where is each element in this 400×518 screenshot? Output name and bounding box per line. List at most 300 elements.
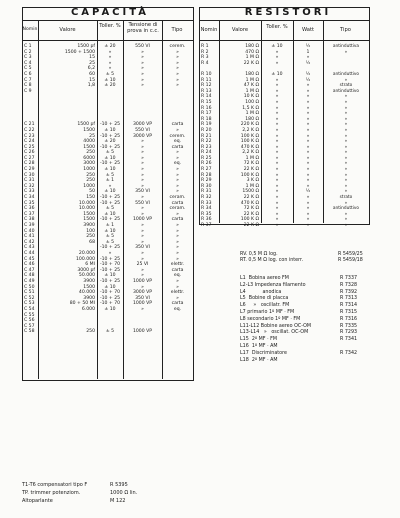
- cap-volt-cell: »: [141, 55, 144, 61]
- res-type-cell: antinduttiva: [332, 44, 360, 49]
- res-watt-cell: »: [306, 150, 310, 156]
- footer-row-text: Altoparlante: [22, 497, 53, 504]
- res-value-cell: 1 M Ω: [245, 155, 259, 161]
- footer-list: [22, 482, 162, 505]
- res-type-cell: »: [344, 217, 348, 223]
- cap-toll-cell: ± 10: [104, 189, 116, 195]
- cap-name-cell: C 41: [24, 234, 35, 240]
- res-toll-cell: »: [275, 133, 279, 139]
- cap-toll-cell: -10 + 70: [99, 301, 121, 307]
- cap-value-cell: 1500: [83, 217, 95, 223]
- res-value-cell: 1 M Ω: [245, 55, 259, 61]
- res-type-cell: »: [344, 167, 348, 173]
- res-header-watt: Watt: [301, 27, 315, 33]
- res-value-cell: 47 K Ω: [243, 83, 259, 89]
- coil-row-code: R 7337: [340, 276, 358, 281]
- res-type-cell: »: [344, 49, 348, 55]
- coil-row-code: R 7315: [340, 309, 358, 315]
- cap-name-cell: C 5: [24, 66, 32, 72]
- res-name-cell: R 31: [201, 189, 212, 195]
- cap-value-cell: 250: [86, 329, 95, 335]
- cap-toll-cell: ± 10: [104, 127, 116, 133]
- cap-toll-cell: -10 + 25: [99, 217, 121, 223]
- cap-name-cell: C 52: [24, 295, 35, 301]
- cap-volts-column: [124, 44, 161, 335]
- cap-volt-cell: »: [141, 155, 144, 161]
- cap-name-cell: C 26: [24, 150, 35, 156]
- res-type-cell: »: [344, 161, 348, 167]
- cap-type-cell: »: [176, 223, 179, 228]
- cap-toll-cell: -10 + 25: [99, 144, 121, 150]
- potentiometer-row-text: RT. 0,5 M Ω log. con interr.: [240, 257, 304, 263]
- res-watt-cell: »: [306, 183, 310, 189]
- cap-value-cell: 250: [86, 150, 95, 156]
- cap-volt-cell: »: [141, 150, 144, 156]
- res-watt-cell: »: [306, 195, 310, 201]
- res-header-nomin: Nomin: [200, 27, 218, 33]
- res-name-cell: R 17: [201, 111, 212, 117]
- cap-type-cell: »: [176, 172, 179, 178]
- res-type-cell: strato: [339, 83, 353, 89]
- resistori-title: RESISTORI: [244, 7, 332, 18]
- res-header-toller: Toller. %: [266, 24, 288, 30]
- cap-volt-cell: »: [141, 306, 144, 312]
- cap-value-cell: 250: [86, 178, 95, 184]
- res-value-cell: 22 K Ω: [243, 60, 259, 66]
- res-name-cell: R 33: [201, 200, 212, 206]
- res-name-cell: R 18: [201, 116, 212, 122]
- res-watt-cell: »: [306, 200, 310, 206]
- cap-toll-cell: ± 1: [105, 178, 115, 184]
- res-toll-cell: »: [275, 127, 279, 133]
- coil-row-text: L6 » oscillatr. FM: [240, 303, 290, 309]
- potentiometers-list: [240, 252, 368, 264]
- cap-value-cell: 10.000: [78, 200, 95, 206]
- res-type-cell: »: [344, 189, 348, 195]
- cap-value-cell: 6.000: [81, 306, 95, 312]
- cap-toll-cell: »: [108, 250, 112, 256]
- cap-volt-cell: 550 VI: [135, 127, 150, 133]
- cap-header-valore: Valore: [59, 27, 76, 33]
- res-name-cell: R 30: [201, 183, 212, 189]
- cap-type-cell: eq.: [173, 161, 182, 167]
- res-value-cell: 100 K Ω: [240, 133, 259, 139]
- cap-value-cell: 25: [89, 133, 95, 139]
- res-types-column: [324, 44, 368, 229]
- cap-value-cell: 6 MI: [85, 262, 95, 268]
- cap-volt-cell: »: [141, 267, 144, 273]
- cap-toll-cell: ± 10: [104, 167, 116, 173]
- cap-name-cell: C 44: [24, 250, 35, 256]
- res-name-cell: R 36: [201, 217, 212, 223]
- res-watt-cell: ½: [305, 189, 311, 195]
- cap-volt-cell: »: [141, 83, 144, 89]
- cap-volt-cell: »: [141, 172, 144, 178]
- cap-name-cell: C 58: [24, 329, 35, 335]
- cap-value-cell: 15: [89, 77, 95, 83]
- res-header-tipo: Tipo: [340, 27, 351, 33]
- res-name-cell: R 19: [201, 122, 212, 128]
- cap-header-divider: [22, 40, 193, 41]
- cap-type-cell: carta: [171, 217, 184, 223]
- cap-volt-cell: »: [141, 234, 144, 240]
- cap-name-cell: C 7: [24, 77, 32, 83]
- cap-header-tipo: Tipo: [171, 27, 183, 33]
- cap-type-cell: »: [176, 278, 179, 284]
- cap-toll-cell: -10 + 25: [99, 267, 121, 273]
- cap-type-cell: eq.: [173, 139, 182, 145]
- cap-value-cell: 1500: [83, 127, 95, 133]
- cap-value-cell: 3900: [83, 278, 95, 284]
- cap-type-cell: »: [176, 250, 179, 256]
- potentiometer-row-code: R 5459/18: [338, 257, 363, 263]
- cap-name-cell: C 2: [24, 49, 32, 55]
- res-name-cell: R 11: [201, 77, 212, 83]
- cap-toll-cell: -10 + 25: [99, 245, 121, 251]
- cap-toll-cell: ± 10: [104, 77, 116, 83]
- coils-list: [240, 276, 368, 364]
- cap-volt-cell: »: [141, 239, 144, 245]
- cap-name-cell: C 32: [24, 183, 35, 189]
- cap-name-cell: C 8: [24, 83, 32, 89]
- res-watt-cell: »: [306, 144, 310, 150]
- cap-type-cell: »: [176, 150, 179, 156]
- cap-volt-cell: »: [141, 206, 144, 212]
- cap-toll-cell: ± 10: [104, 306, 116, 312]
- cap-toll-cell: ± 10: [104, 155, 116, 161]
- footer-row-text: TP. trimmer potenziom.: [22, 489, 81, 496]
- res-name-cell: R 22: [201, 139, 212, 145]
- cap-header-nomin: Nomin: [22, 27, 38, 32]
- cap-value-cell: 3900: [83, 295, 95, 301]
- cap-name-cell: C 21: [24, 122, 35, 128]
- coil-row-text: L11-L12 Bobine aereo OC-OM: [240, 323, 311, 329]
- cap-name-cell: C 37: [24, 211, 35, 217]
- cap-toll-cell: -10 + 70: [99, 262, 121, 268]
- coil-row-text: L13-L14 » oscillat. OC-OM: [240, 330, 309, 336]
- res-value-cell: 2,2 K Ω: [242, 150, 259, 156]
- res-type-cell: »: [344, 99, 348, 105]
- cap-type-cell: »: [176, 49, 179, 55]
- cap-volt-cell: »: [141, 77, 144, 83]
- cap-toll-cell: ± 20: [104, 44, 116, 49]
- res-value-cell: 220 K Ω: [240, 122, 259, 128]
- coil-row-text: L5 Bobine di placca: [240, 296, 289, 302]
- res-type-cell: antinduttivo: [332, 206, 360, 212]
- res-watt-cell: ½: [305, 44, 311, 49]
- cap-value-cell: 50.000: [78, 273, 95, 279]
- cap-toll-cell: ± 5: [105, 206, 115, 212]
- cap-name-cell: C 29: [24, 167, 35, 173]
- cap-type-cell: »: [176, 189, 179, 195]
- coil-row: [240, 344, 368, 351]
- cap-toll-cell: ± 10: [104, 284, 116, 290]
- cap-name-cell: C 51: [24, 290, 35, 296]
- cap-name-cell: C 30: [24, 172, 35, 178]
- cap-toll-cell: ± 5: [105, 71, 115, 77]
- res-watt-cell: »: [306, 178, 310, 184]
- res-name-cell: R 16: [201, 105, 212, 111]
- cap-volt-cell: »: [141, 144, 144, 150]
- cap-toll-cell: ± 5: [105, 329, 115, 335]
- res-toll-cell: »: [275, 77, 279, 83]
- cap-name-cell: C 24: [24, 139, 35, 145]
- cap-values-column: [39, 44, 95, 335]
- cap-name-cell: C 6: [24, 71, 32, 77]
- cap-name-cell: C 45: [24, 256, 35, 262]
- cap-header-tensione: Tensione di prova in c.c.: [127, 22, 159, 34]
- res-toll-cell: »: [275, 139, 279, 145]
- cap-name-cell: C 33: [24, 189, 35, 195]
- cap-toll-cell: -10 + 25: [99, 278, 121, 284]
- cap-type-cell: »: [176, 167, 179, 173]
- cap-name-cell: C 40: [24, 228, 35, 234]
- res-name-cell: R 20: [201, 127, 212, 133]
- cap-name-cell: C 42: [24, 239, 35, 245]
- res-values-column: [221, 44, 259, 229]
- res-value-cell: 10 K Ω: [243, 94, 259, 100]
- cap-name-cell: C 39: [24, 223, 35, 228]
- cap-volt-cell: »: [141, 273, 144, 279]
- res-watt-cell: »: [306, 116, 310, 122]
- cap-type-cell: »: [176, 127, 179, 133]
- cap-volt-cell: 1000 VP: [132, 217, 153, 223]
- cap-volt-cell: »: [141, 211, 144, 217]
- cap-value-cell: 250: [86, 234, 95, 240]
- cap-type-cell: eq.: [173, 273, 182, 279]
- res-watt-cell: »: [306, 217, 310, 223]
- cap-value-cell: 20.000: [78, 250, 95, 256]
- res-value-cell: 22 K Ω: [243, 167, 259, 173]
- cap-type-cell: ceram.: [169, 206, 186, 212]
- res-value-cell: 3 K Ω: [246, 178, 259, 184]
- cap-type-cell: carta: [171, 200, 184, 206]
- res-watt-cell: »: [306, 211, 310, 217]
- cap-types-column: [163, 44, 192, 335]
- cap-volt-cell: 3000 VP: [132, 133, 153, 139]
- res-type-cell: antinduttivo: [332, 88, 360, 94]
- coil-row-text: L8 secondario 1º MF · FM: [240, 316, 301, 322]
- cap-name-cell: C 38: [24, 217, 35, 223]
- res-toll-cell: »: [275, 211, 279, 217]
- res-value-cell: 72 K Ω: [243, 161, 259, 167]
- cap-type-cell: carta: [171, 301, 184, 307]
- coil-row: [240, 303, 368, 310]
- cap-name-cell: C 54: [24, 306, 35, 312]
- cap-type-cell: »: [176, 66, 179, 72]
- res-name-cell: R 37: [201, 223, 212, 228]
- cap-type-cell: cerem.: [169, 44, 186, 49]
- res-toll-cell: »: [275, 105, 279, 111]
- res-name-cell: R 24: [201, 150, 212, 156]
- res-title-divider: [199, 20, 369, 21]
- cap-type-cell: »: [176, 211, 179, 217]
- res-value-cell: 180 Ω: [245, 116, 259, 122]
- cap-volt-cell: 1000 VP: [132, 329, 153, 335]
- cap-value-cell: 1000: [83, 167, 95, 173]
- cap-volt-cell: 350 VI: [135, 245, 150, 251]
- potentiometer-row-text: RV. 0,5 M Ω log.: [240, 252, 278, 257]
- res-value-cell: 100 K Ω: [240, 217, 259, 223]
- res-toll-cell: »: [275, 195, 279, 201]
- res-toll-cell: »: [275, 83, 279, 89]
- res-type-cell: »: [344, 211, 348, 217]
- cap-type-cell: [163, 329, 192, 335]
- res-toll-cell: »: [275, 223, 279, 228]
- cap-volt-cell: 3000 VP: [132, 290, 153, 296]
- cap-toll-cell: ± 5: [105, 234, 115, 240]
- cap-name-cell: C 48: [24, 273, 35, 279]
- res-type-cell: »: [344, 116, 348, 122]
- cap-toll-cell: ± 10: [104, 273, 116, 279]
- cap-volt-cell: »: [141, 66, 144, 72]
- footer-row: [22, 498, 162, 506]
- cap-type-cell: »: [176, 245, 179, 251]
- res-watt-cell: »: [306, 161, 310, 167]
- cap-volt-cell: »: [141, 228, 144, 234]
- res-toll-cell: »: [275, 150, 279, 156]
- res-type-cell: »: [344, 183, 348, 189]
- footer-row-text: T1-T6 compensatori tipo F: [22, 482, 88, 488]
- cap-value-cell: 1500 pf: [77, 122, 95, 128]
- cap-title-divider: [22, 20, 193, 21]
- cap-value-cell: 1500: [83, 144, 95, 150]
- cap-volt-cell: 350 VI: [135, 189, 150, 195]
- cap-toll-cell: ± 1: [105, 223, 115, 228]
- cap-value-cell: 1,8: [87, 83, 95, 89]
- cap-value-cell: 25: [89, 60, 95, 66]
- cap-header-toller: Toller. %: [99, 23, 121, 29]
- res-toll-cell: »: [275, 111, 279, 117]
- res-name-cell: R 10: [201, 71, 212, 77]
- res-value-cell: 1 M Ω: [245, 77, 259, 83]
- res-value-cell: 470 Ω: [245, 49, 259, 55]
- res-toll-cell: »: [275, 178, 279, 184]
- footer-row: [22, 482, 162, 490]
- res-toll-cell: »: [275, 217, 279, 223]
- res-value-cell: 100 Ω: [245, 99, 259, 105]
- res-watt-cell: »: [306, 111, 310, 117]
- res-toll-cell: »: [275, 94, 279, 100]
- cap-value-cell: 1500 pf: [77, 44, 95, 49]
- coil-row: [240, 317, 368, 324]
- res-type-cell: »: [344, 223, 348, 228]
- cap-volt-cell: 550 VI: [135, 200, 150, 206]
- res-type-cell: »: [344, 105, 348, 111]
- coil-row-code: R 7328: [340, 282, 358, 288]
- res-watt-cell: »: [306, 94, 310, 100]
- res-watt-cell: »: [306, 172, 310, 178]
- footer-row-code: M 122: [110, 497, 126, 504]
- res-value-cell: 1 M Ω: [245, 111, 259, 117]
- capacita-title: CAPACITÀ: [70, 7, 150, 18]
- res-name-cell: R 3: [201, 55, 209, 61]
- cap-type-cell: »: [176, 183, 179, 189]
- cap-name-cell: C 27: [24, 155, 35, 161]
- res-watt-cell: »: [306, 122, 310, 128]
- cap-volt-cell: »: [141, 49, 144, 55]
- cap-value-cell: 40.000: [78, 290, 95, 296]
- cap-name-cell: C 43: [24, 245, 35, 251]
- cap-name-cell: C 36: [24, 206, 35, 212]
- res-toll-cell: »: [275, 161, 279, 167]
- res-watt-cell: ½: [305, 77, 311, 83]
- cap-toll-cell: »: [108, 66, 112, 72]
- cap-name-cell: C 34: [24, 195, 35, 201]
- cap-value-cell: 80 + 50 MI: [69, 301, 95, 307]
- cap-name-cell: C 22: [24, 127, 35, 133]
- res-watt-cell: »: [306, 206, 310, 212]
- cap-volt-cell: 1000 VP: [132, 278, 153, 284]
- res-watt-cell: »: [306, 133, 310, 139]
- res-toll-cell: »: [275, 155, 279, 161]
- coil-row-text: L16 1º MF · AM: [240, 343, 278, 349]
- res-names-column: [201, 44, 219, 229]
- res-type-cell: »: [344, 94, 348, 100]
- res-toll-cell: »: [275, 167, 279, 173]
- cap-toll-cell: »: [108, 60, 112, 66]
- res-toll-cell: ± 10: [271, 71, 283, 77]
- coil-row: [240, 351, 368, 358]
- res-header-divider: [199, 40, 369, 41]
- cap-type-cell: eq.: [173, 306, 182, 312]
- cap-type-cell: elettr.: [170, 262, 185, 268]
- res-toll-cell: »: [275, 172, 279, 178]
- coil-row-code: R 7335: [340, 323, 358, 329]
- res-watt-cell: »: [306, 99, 310, 105]
- res-watt-cell: »: [306, 167, 310, 173]
- res-toll-cell: »: [275, 49, 279, 55]
- cap-toll-cell: -10 + 25: [99, 133, 121, 139]
- res-value-cell: 180 Ω: [245, 44, 259, 49]
- res-toll-cell: »: [275, 99, 279, 105]
- cap-type-cell: »: [176, 178, 179, 184]
- cap-name-cell: C 28: [24, 161, 35, 167]
- res-col-divider: [219, 20, 220, 223]
- cap-toll-cell: -10 + 25: [99, 256, 121, 262]
- res-value-cell: 2,2 K Ω: [242, 127, 259, 133]
- res-type-cell: »: [344, 150, 348, 156]
- cap-name-cell: C 53: [24, 301, 35, 307]
- res-watt-cell: ½: [305, 71, 311, 77]
- res-type-cell: »: [344, 200, 348, 206]
- cap-volt-cell: 3000 VP: [132, 122, 153, 128]
- coil-row-code: R 7392: [340, 289, 358, 295]
- cap-toll-cell: »: [108, 49, 112, 55]
- cap-value-cell: 150: [86, 195, 95, 201]
- cap-type-cell: »: [176, 55, 179, 61]
- cap-toll-cell: -10 + 70: [99, 290, 121, 296]
- cap-name-cell: C 35: [24, 200, 35, 206]
- res-value-cell: 1 M Ω: [245, 183, 259, 189]
- cap-value-cell: 68: [89, 239, 95, 245]
- cap-type-cell: »: [176, 83, 179, 89]
- cap-type-cell: »: [176, 284, 179, 290]
- cap-name-cell: C 46: [24, 262, 35, 268]
- res-type-cell: »: [344, 178, 348, 184]
- cap-type-cell: elettr.: [170, 290, 185, 296]
- cap-name-cell: C 55: [24, 312, 35, 318]
- cap-type-cell: »: [176, 239, 179, 245]
- cap-toll-cell: ± 5: [105, 150, 115, 156]
- res-name-cell: R 29: [201, 178, 212, 184]
- cap-value-cell: 3000 pf: [77, 267, 95, 273]
- cap-toll-cell: ± 5: [105, 239, 115, 245]
- coil-row-text: L1 Bobina aereo FM: [240, 276, 289, 281]
- coil-row: [240, 337, 368, 344]
- coil-row-text: L17 Discriminatore: [240, 350, 287, 356]
- res-type-cell: »: [344, 77, 348, 83]
